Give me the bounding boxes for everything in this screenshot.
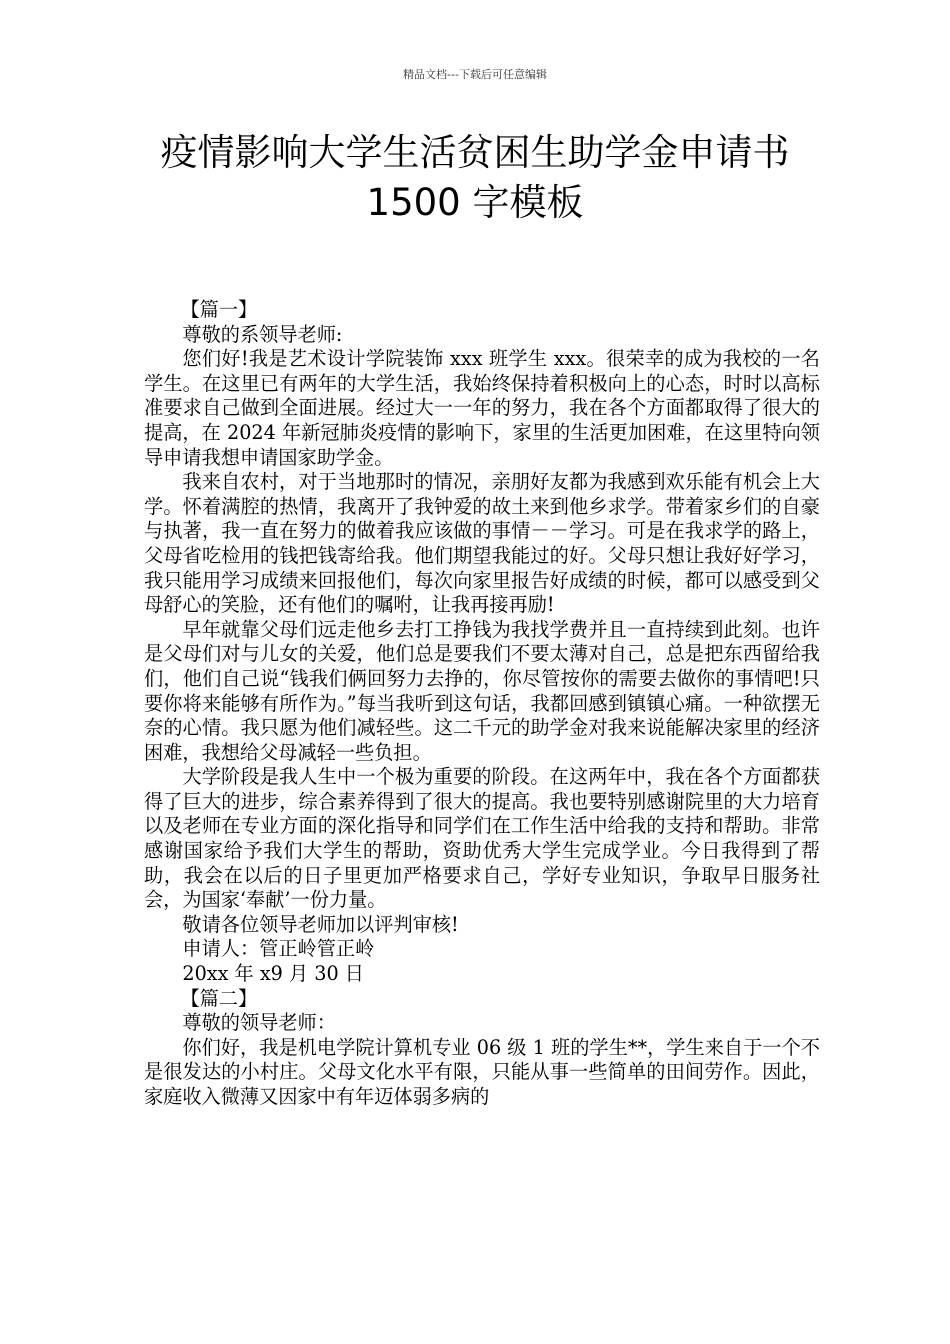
document-title: 疫情影响大学生活贫困生助学金申请书 1500 字模板: [160, 131, 790, 224]
header-watermark: 精品文档---下载后可任意编辑: [403, 68, 547, 81]
paragraph: 你们好，我是机电学院计算机专业 06 级 1 班的学生**，学生来自于一个不是很发达的小村庄。父母文化水平有限，只能从事一些简单的田间劳作。因此，家庭收入微薄又因家中有年迈体弱多病的: [144, 1035, 820, 1108]
section-label-1: 【篇一】: [180, 298, 258, 321]
closing-line: 敬请各位领导老师加以评判审核!: [182, 912, 459, 936]
paragraph: 早年就靠父母们远走他乡去打工挣钱为我找学费并且一直持续到此刻。也许是父母们对与儿女的关爱，他们总是要我们不要太薄对自己，总是把东西留给我们，他们自己说“钱我们俩回努力去挣的，你尽管按你的需要去做你的事情吧!只要你将来能够有所作为。”每当我听到这句话，我都回感到镇镇心痛。一种欲摆无奈的心情。我只愿为他们减轻些。这二千元的助学金对我来说能解决家里的经济困难，我想给父母减轻一些负担。: [144, 617, 820, 764]
paragraph: 大学阶段是我人生中一个极为重要的阶段。在这两年中，我在各个方面都获得了巨大的进步，综合素养得到了很大的提高。我也要特别感谢院里的大力培育以及老师在专业方面的深化指导和同学们在工作生活中给我的支持和帮助。非常感谢国家给予我们大学生的帮助，资助优秀大学生完成学业。今日我得到了帮助，我会在以后的日子里更加严格要求自己，学好专业知识，争取早日服务社会，为国家‘奉献’一份力量。: [144, 765, 820, 912]
applicant-line: 申请人：管正岭管正岭: [182, 937, 375, 961]
salutation-1: 尊敬的系领导老师:: [182, 322, 343, 346]
paragraph: 您们好!我是艺术设计学院装饰 xxx 班学生 xxx。很荣幸的成为我校的一名学生。在这里已有两年的大学生活，我始终保持着积极向上的心态，时时以高标准要求自己做到全面进展。经过大一一年的努力，我在各个方面都取得了很大的提高，在 2024 年新冠肺炎疫情的影响下，家里的生活更加困难，在这里特向领导申请我想申请国家助学金。: [144, 347, 820, 469]
section-label-2: 【篇二】: [180, 986, 258, 1010]
document-body: [144, 298, 820, 1110]
paragraph: 我来自农村，对于当地那时的情况，亲朋好友都为我感到欢乐能有机会上大学。怀着满腔的热情，我离开了我钟爱的故土来到他乡求学。带着家乡们的自豪与执著，我一直在努力的做着我应该做的事情－－学习。可是在我求学的路上，父母省吃检用的钱把钱寄给我。他们期望我能过的好。父母只想让我好好学习，我只能用学习成绩来回报他们，每次向家里报告好成绩的时候，都可以感受到父母舒心的笑脸，还有他们的嘱咐，让我再接再励!: [144, 470, 820, 617]
date-line: 20xx 年 x9 月 30 日: [182, 962, 364, 986]
salutation-2: 尊敬的领导老师：: [182, 1011, 336, 1035]
